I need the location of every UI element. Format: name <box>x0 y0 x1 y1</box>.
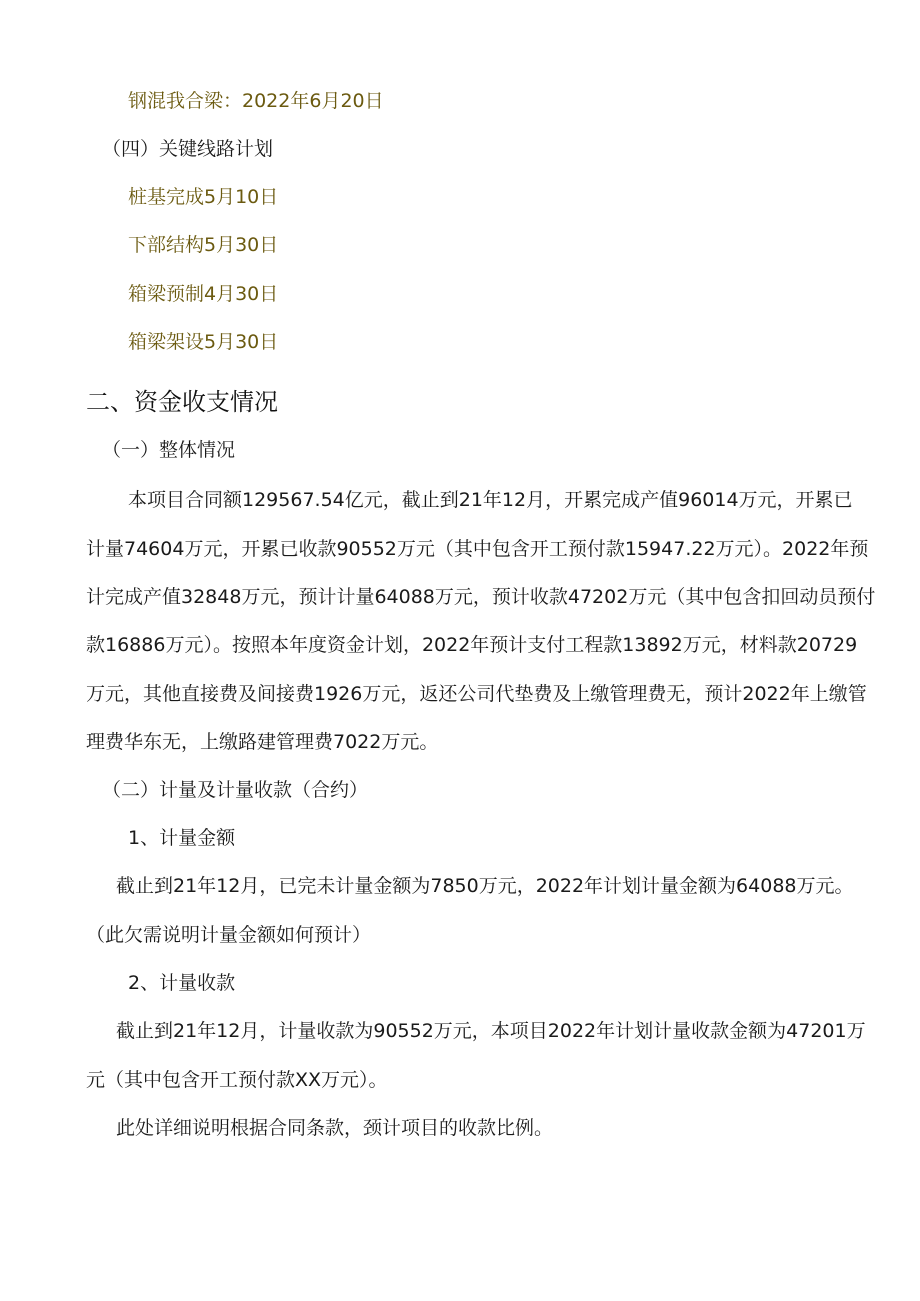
measurement-amount-text: 截止到21年12月，已完未计量金额为7850万元，2022年计划计量金额为64088万元。 <box>116 875 854 897</box>
overall-line-4: 款16886万元）。按照本年度资金计划，2022年预计支付工程款13892万元，材料款20729 <box>86 634 858 656</box>
critical-path-heading: （四）关键线路计划 <box>102 138 274 160</box>
overall-line-6: 理费华东无，上缴路建管理费7022万元。 <box>86 731 439 753</box>
measurement-collection-heading: 2、计量收款 <box>128 972 236 994</box>
schedule-item-box-girder-prefab: 箱梁预制4月30日 <box>128 283 279 305</box>
collection-detail-text: 此处详细说明根据合同条款，颈计项目的收款比例。 <box>116 1117 554 1139</box>
measurement-collection-line-2: 元（其中包含开工预付款XX万元）。 <box>86 1069 388 1091</box>
overall-situation-heading: （一）整体情况 <box>102 439 236 461</box>
measurement-heading: （二）计量及计量收款（合约） <box>102 779 369 801</box>
overall-line-2: 计量74604万元，开累已收款90552万元（其中包含开工预付款15947.22万元）。2022年预 <box>86 538 869 560</box>
measurement-amount-note: （此欠需说明计量金额如何预计） <box>86 924 372 946</box>
measurement-amount-heading: 1、计量金额 <box>128 827 236 849</box>
schedule-item-box-girder-erection: 箱梁架设5月30日 <box>128 331 279 353</box>
schedule-item-pile-foundation: 桩基完成5月10日 <box>128 186 279 208</box>
measurement-collection-line-1: 截止到21年12月，计量收款为90552万元，本项目2022年计划计量收款金额为47201万 <box>116 1020 866 1042</box>
overall-line-5: 万元，其他直接费及间接费1926万元，返还公司代垫费及上缴管理费无，预计2022年上缴管 <box>86 683 867 705</box>
steel-beam-date: 钢混我合梁：2022年6月20日 <box>128 90 384 112</box>
funds-section-heading: 二、资金收支情况 <box>86 388 278 416</box>
schedule-item-substructure: 下部结构5月30日 <box>128 234 279 256</box>
overall-line-3: 计完成产值32848万元，预计计量64088万元，预计收款47202万元（其中包含扣回动员预付 <box>86 586 876 608</box>
overall-line-1: 本项目合同额129567.54亿元，截止到21年12月，开累完成产值96014万元，开累已 <box>128 489 853 511</box>
